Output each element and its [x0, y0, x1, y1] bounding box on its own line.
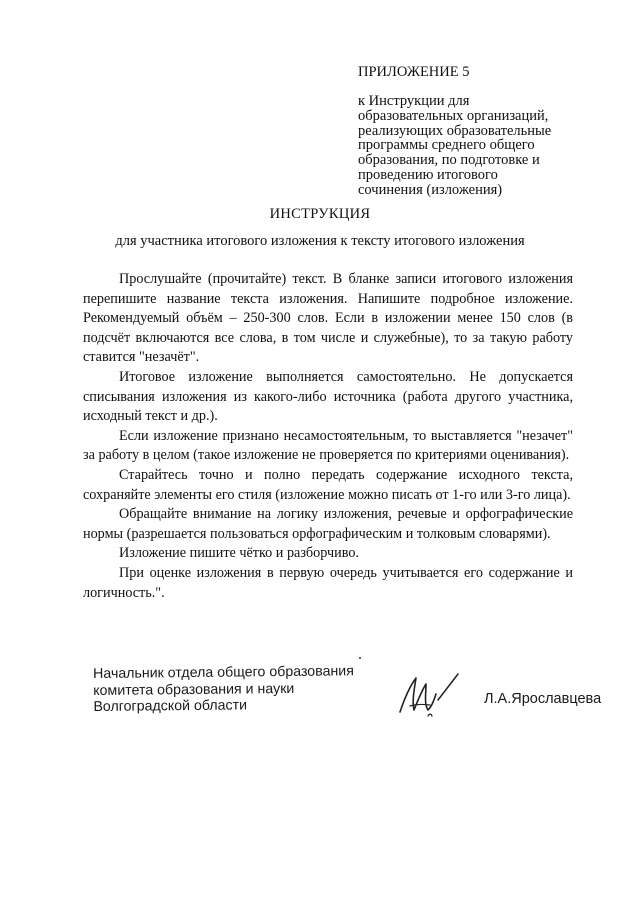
- paragraph: Если изложение признано несамостоятельным, то выставляется "незачет" за работу в целом (такое изложение не проверяется по критериями оценивания).: [83, 427, 573, 464]
- appendix-line: образования, по подготовке и: [358, 152, 540, 169]
- appendix-line: программы среднего общего: [358, 137, 535, 154]
- signer-name: Л.А.Ярославцева: [484, 691, 602, 707]
- paragraph: Изложение пишите чётко и разборчиво.: [119, 545, 359, 562]
- appendix-line: проведению итогового: [358, 166, 498, 183]
- appendix-line: к Инструкции для: [358, 93, 470, 109]
- appendix-line: сочинения (изложения): [358, 181, 503, 198]
- appendix-line: образовательных организаций,: [358, 107, 549, 124]
- paragraph: Обращайте внимание на логику изложения, речевые и орфографические нормы (разрешается пользоваться орфографическим и толковым словарями).: [83, 506, 573, 542]
- appendix-reference: [358, 94, 598, 198]
- scan-speck: [359, 657, 361, 659]
- appendix-line: реализующих образовательные: [358, 122, 552, 139]
- document-subtitle: для участника итогового изложения к тексту итогового изложения: [115, 233, 525, 249]
- paragraph: Итоговое изложение выполняется самостоятельно. Не допускается списывания изложения из какого-либо источника (работа другого участника, исходный текст и др.).: [83, 368, 573, 425]
- paragraph: При оценке изложения в первую очередь учитывается его содержание и логичность.".: [83, 564, 573, 601]
- position-line: комитета образования и науки: [93, 680, 295, 699]
- signatory-position: [93, 663, 354, 715]
- appendix-block: [358, 64, 598, 198]
- document-title: ИНСТРУКЦИЯ: [269, 206, 371, 222]
- position-line: Начальник отдела общего образования: [93, 663, 354, 682]
- paragraph: Старайтесь точно и полно передать содержание исходного текста, сохраняйте элементы его стиля (изложение можно писать от 1-го или 3-го лица).: [83, 466, 573, 503]
- instruction-body: [83, 270, 573, 603]
- handwritten-signature: [392, 660, 474, 724]
- appendix-title: ПРИЛОЖЕНИЕ 5: [358, 64, 470, 80]
- paragraph: Прослушайте (прочитайте) текст. В бланке записи итогового изложения перепишите название текста изложения. Напишите подробное изложение. Рекомендуемый объём – 250-300 слов. Если в изложении менее 150 слов (в подсчёт включаются все слова, в том числе и служебные), то за такую работу ставится "незачёт".: [83, 271, 573, 366]
- position-line: Волгоградской области: [93, 697, 248, 715]
